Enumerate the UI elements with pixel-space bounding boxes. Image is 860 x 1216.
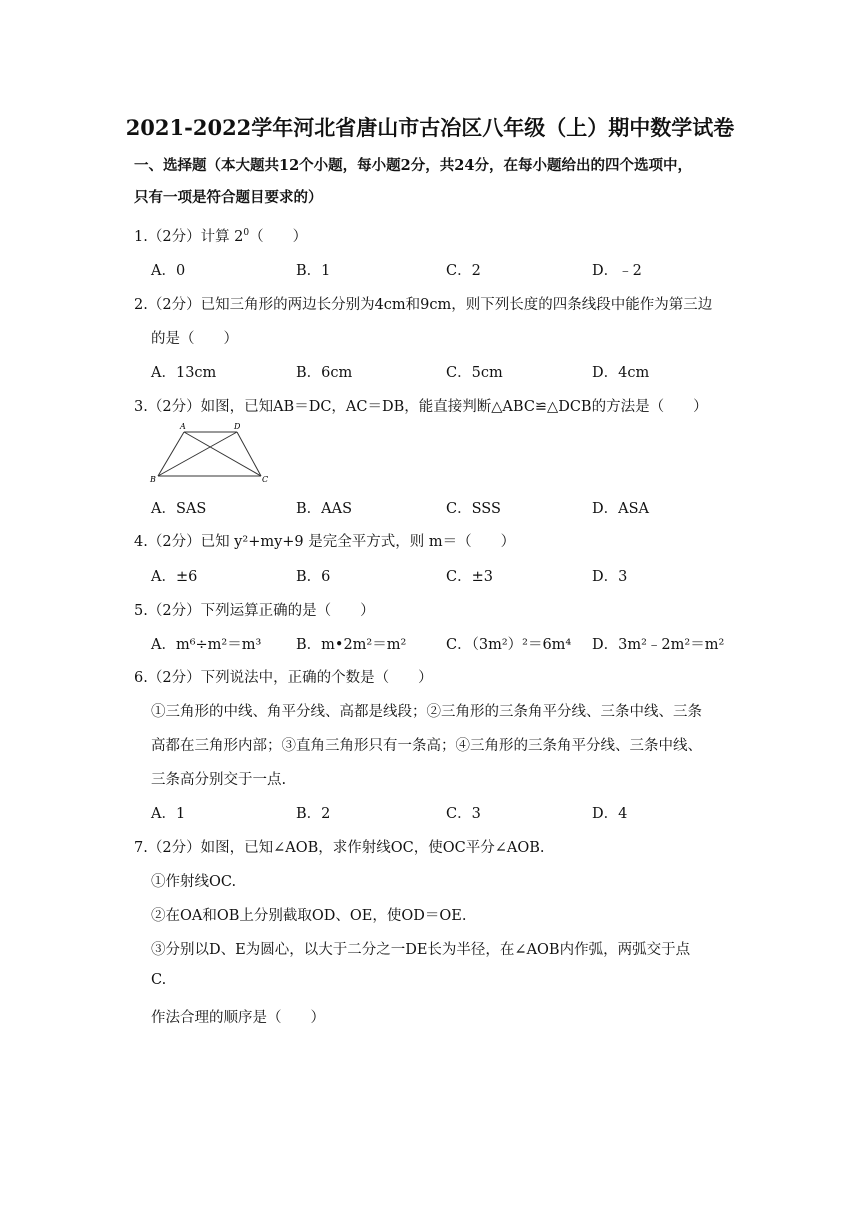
question-text: 如图，已知∠AOB，求作射线OC，使OC平分∠AOB. xyxy=(200,840,545,856)
question-7-ask: 作法合理的顺序是（ ） xyxy=(151,1010,325,1026)
option-a: A．13cm xyxy=(151,365,217,381)
exam-title: 2021-2022学年河北省唐山市古冶区八年级（上）期中数学试卷 xyxy=(125,115,735,140)
question-text: 下列运算正确的是（ ） xyxy=(200,603,375,619)
option-b: B．m•2m²＝m² xyxy=(296,637,407,653)
option-d: D．3 xyxy=(592,569,628,585)
question-score: （2分） xyxy=(147,297,201,313)
question-number: 3. xyxy=(134,399,148,415)
option-d: D．4 xyxy=(592,806,628,822)
statement-line-1: ①三角形的中线、角平分线、高都是线段；②三角形的三条角平分线、三条中线、三条 xyxy=(151,704,702,720)
question-number: 5. xyxy=(134,603,148,619)
question-3-stem xyxy=(134,395,708,416)
question-text: 已知 y²+my+9 是完全平方式，则 m＝（ ） xyxy=(200,534,516,550)
step-2: ②在OA和OB上分别截取OD、OE，使OD＝OE. xyxy=(151,908,467,924)
label-c: C xyxy=(262,475,269,484)
statement-line-2: 高都在三角形内部；③直角三角形只有一条高；④三角形的三条角平分线、三条中线、 xyxy=(151,738,702,754)
question-2-stem xyxy=(134,293,712,314)
step-3-cont: C. xyxy=(151,972,167,988)
question-score: （2分） xyxy=(147,670,201,686)
question-score: （2分） xyxy=(147,840,201,856)
option-d: D．4cm xyxy=(592,365,650,381)
question-score: （2分） xyxy=(147,603,201,619)
question-6-stem xyxy=(134,666,433,687)
option-c: C．5cm xyxy=(446,365,503,381)
section-heading xyxy=(134,150,744,214)
step-3: ③分别以D、E为圆心，以大于二分之一DE长为半径，在∠AOB内作弧，两弧交于点 xyxy=(151,942,691,958)
section-heading-line-1: 一、选择题（本大题共12个小题，每小题2分，共24分，在每小题给出的四个选项中， xyxy=(134,157,692,174)
question-score: （2分） xyxy=(147,399,201,415)
question-4-stem xyxy=(134,530,515,551)
option-b: B．6 xyxy=(296,569,331,585)
question-number: 1. xyxy=(134,229,148,245)
label-b: B xyxy=(150,475,156,484)
option-d: D．3m²﹣2m²＝m² xyxy=(592,637,725,653)
option-c: C．SSS xyxy=(446,501,501,517)
option-a: A．1 xyxy=(151,806,186,822)
option-b: B．1 xyxy=(296,263,331,279)
question-blank: （ ） xyxy=(249,229,308,245)
question-number: 7. xyxy=(134,840,148,856)
label-d: D xyxy=(234,422,241,431)
question-text: 计算 2 xyxy=(200,229,244,245)
question-5-stem xyxy=(134,599,375,620)
option-b: B．AAS xyxy=(296,501,353,517)
option-d: D．﹣2 xyxy=(592,263,642,279)
option-a: A．±6 xyxy=(151,569,198,585)
question-text: 下列说法中，正确的个数是（ ） xyxy=(200,670,433,686)
question-text: 已知三角形的两边长分别为4cm和9cm，则下列长度的四条线段中能作为第三边 xyxy=(200,297,713,313)
question-score: （2分） xyxy=(147,534,201,550)
question-1-stem xyxy=(134,225,307,246)
question-text: 如图，已知AB＝DC，AC＝DB，能直接判断△ABC≌△DCB的方法是（ ） xyxy=(200,399,708,415)
option-c: C．±3 xyxy=(446,569,493,585)
option-c: C．2 xyxy=(446,263,481,279)
option-b: B．2 xyxy=(296,806,331,822)
section-heading-line-2: 只有一项是符合题目要求的） xyxy=(134,189,323,206)
option-a: A．0 xyxy=(151,263,186,279)
question-number: 4. xyxy=(134,534,148,550)
option-a: A．m⁶÷m²＝m³ xyxy=(151,637,262,653)
option-a: A．SAS xyxy=(151,501,207,517)
question-number: 2. xyxy=(134,297,148,313)
segment-ab xyxy=(158,432,184,476)
label-a: A xyxy=(180,422,186,431)
step-1: ①作射线OC. xyxy=(151,874,237,890)
question-number: 6. xyxy=(134,670,148,686)
option-c: C．3 xyxy=(446,806,481,822)
statement-line-3: 三条高分别交于一点. xyxy=(151,772,287,788)
question-2-stem-cont: 的是（ ） xyxy=(151,331,238,347)
option-b: B．6cm xyxy=(296,365,353,381)
option-c: C．（3m²）²＝6m⁴ xyxy=(446,637,572,653)
option-d: D．ASA xyxy=(592,501,650,517)
triangle-figure xyxy=(146,420,276,484)
question-score: （2分） xyxy=(147,229,201,245)
segment-bd xyxy=(158,432,237,476)
exponent: 0 xyxy=(243,228,250,238)
question-7-stem xyxy=(134,836,544,857)
